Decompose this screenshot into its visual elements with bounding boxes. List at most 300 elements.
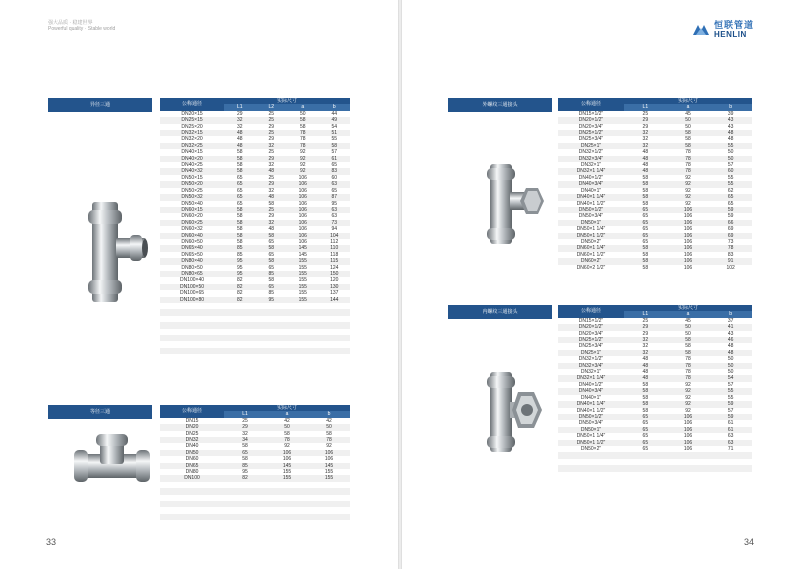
col-header-l1: L1 [624,311,667,317]
cell-nominal-size: DN25 [160,431,224,437]
cell-dimension: 58 [256,201,288,207]
cell-dimension: 155 [287,271,319,277]
cell-nominal-size: DN40×15 [160,149,224,155]
cell-dimension: 59 [709,213,752,219]
cell-dimension: 32 [256,162,288,168]
cell-dimension: 106 [667,252,710,258]
section-title-male-thread-tee: 外螺纹三通接头 [448,98,552,112]
page-number-left: 33 [46,537,57,547]
col-header-actual: 实际尺寸 [224,405,350,411]
cell-dimension: 63 [709,440,752,446]
cell-dimension: 106 [667,427,710,433]
cell-dimension: 54 [319,124,351,130]
cell-dimension: 32 [224,124,256,130]
cell-nominal-size: DN15 [160,418,224,424]
left-header [48,20,115,32]
cell-dimension: 58 [224,220,256,226]
male-thread-tee-table [558,98,752,271]
cell-dimension: 85 [224,463,266,469]
cell-nominal-size: DN25×3/4" [558,136,624,142]
cell-dimension: 58 [624,395,667,401]
cell-nominal-size: DN100×80 [160,297,224,303]
cell-dimension: 58 [667,337,710,343]
cell-nominal-size: DN25×15 [160,117,224,123]
cell-dimension: 58 [624,245,667,251]
cell-dimension: 39 [709,111,752,117]
cell-blank [709,472,752,478]
cell-nominal-size: DN50×3/4" [558,213,624,219]
cell-nominal-size: DN50×1 1/4" [558,433,624,439]
cell-dimension: 58 [624,194,667,200]
cell-dimension: 58 [224,156,256,162]
cell-dimension: 58 [319,143,351,149]
cell-dimension: 57 [709,162,752,168]
cell-dimension: 112 [319,239,351,245]
cell-dimension: 65 [224,188,256,194]
cell-dimension: 95 [224,271,256,277]
cell-dimension: 58 [667,350,710,356]
cell-dimension: 50 [709,149,752,155]
cell-dimension: 48 [624,149,667,155]
cell-dimension: 58 [624,252,667,258]
cell-dimension: 32 [624,143,667,149]
cell-dimension: 106 [308,450,350,456]
cell-nominal-size: DN100 [160,475,224,481]
cell-dimension: 65 [256,284,288,290]
cell-dimension: 106 [287,213,319,219]
cell-dimension: 106 [667,245,710,251]
cell-dimension: 48 [256,194,288,200]
cell-dimension: 106 [667,446,710,452]
cell-dimension: 50 [709,156,752,162]
cell-dimension: 155 [308,475,350,481]
cell-dimension: 92 [667,388,710,394]
cell-dimension: 55 [319,136,351,142]
male-thread-tee-photo [482,162,546,246]
cell-dimension: 25 [224,418,266,424]
cell-dimension: 106 [287,207,319,213]
cell-dimension: 92 [287,156,319,162]
cell-nominal-size: DN60 [160,456,224,462]
cell-dimension: 51 [319,130,351,136]
cell-dimension: 46 [709,337,752,343]
cell-dimension: 150 [319,271,351,277]
cell-dimension: 95 [224,258,256,264]
cell-dimension: 92 [266,443,308,449]
cell-dimension: 102 [709,265,752,271]
cell-dimension: 106 [266,450,308,456]
cell-dimension: 130 [319,284,351,290]
cell-dimension: 65 [624,213,667,219]
cell-dimension: 85 [256,290,288,296]
cell-dimension: 48 [709,350,752,356]
cell-nominal-size: DN40×1/2" [558,175,624,181]
cell-dimension: 85 [224,245,256,251]
equal-tee-table [160,405,350,527]
cell-dimension: 106 [667,226,710,232]
cell-nominal-size: DN40×1 1/4" [558,194,624,200]
cell-dimension: 65 [624,239,667,245]
cell-nominal-size: DN50×2" [558,239,624,245]
cell-nominal-size: DN50×25 [160,188,224,194]
cell-dimension: 29 [624,124,667,130]
cell-dimension: 85 [256,271,288,277]
cell-dimension: 78 [667,375,710,381]
cell-dimension: 29 [224,111,256,117]
cell-dimension: 37 [709,318,752,324]
left-header-line1: 强大品质 · 稳建世界 [48,20,93,26]
cell-nominal-size: DN50×1/2" [558,414,624,420]
cell-nominal-size: DN40×1 1/2" [558,201,624,207]
cell-dimension: 58 [624,408,667,414]
cell-blank [558,472,624,478]
cell-dimension: 78 [667,168,710,174]
cell-nominal-size: DN40×1/2" [558,382,624,388]
cell-nominal-size: DN60×25 [160,220,224,226]
cell-dimension: 58 [256,277,288,283]
cell-dimension: 32 [224,117,256,123]
cell-dimension: 25 [256,175,288,181]
cell-dimension: 32 [624,343,667,349]
col-header-b: b [319,104,351,110]
cell-dimension: 106 [667,433,710,439]
cell-dimension: 65 [624,420,667,426]
cell-nominal-size: DN50×3/4" [558,420,624,426]
cell-dimension: 43 [709,117,752,123]
col-header-l1: L1 [624,104,667,110]
cell-dimension: 92 [667,201,710,207]
cell-dimension: 42 [266,418,308,424]
cell-nominal-size: DN40×1 1/4" [558,401,624,407]
cell-nominal-size: DN25×1/2" [558,130,624,136]
cell-nominal-size: DN20×3/4" [558,331,624,337]
cell-dimension: 145 [308,463,350,469]
cell-dimension: 50 [667,124,710,130]
cell-dimension: 29 [624,324,667,330]
cell-dimension: 58 [224,168,256,174]
cell-dimension: 94 [319,226,351,232]
cell-nominal-size: DN60×32 [160,226,224,232]
cell-dimension: 58 [667,343,710,349]
cell-blank [624,472,667,478]
cell-dimension: 58 [624,265,667,271]
cell-dimension: 34 [224,437,266,443]
cell-dimension: 58 [224,233,256,239]
cell-dimension: 92 [287,168,319,174]
cell-nominal-size: DN60×15 [160,207,224,213]
cell-nominal-size: DN50 [160,450,224,456]
cell-dimension: 145 [287,245,319,251]
cell-dimension: 58 [224,149,256,155]
cell-dimension: 32 [624,350,667,356]
cell-dimension: 29 [256,213,288,219]
table-row-blank [558,472,752,478]
cell-nominal-size: DN40×3/4" [558,181,624,187]
cell-dimension: 32 [224,431,266,437]
cell-dimension: 106 [287,220,319,226]
cell-dimension: 92 [667,382,710,388]
cell-dimension: 57 [319,149,351,155]
cell-nominal-size: DN50×1 1/2" [558,440,624,446]
cell-dimension: 65 [224,175,256,181]
cell-dimension: 58 [256,233,288,239]
col-header-a: a [667,104,710,110]
cell-dimension: 29 [256,181,288,187]
cell-dimension: 78 [709,245,752,251]
col-header-actual: 实际尺寸 [224,98,350,104]
female-thread-tee-photo [482,370,546,454]
cell-dimension: 63 [319,207,351,213]
cell-dimension: 106 [667,213,710,219]
cell-nominal-size: DN25×1" [558,350,624,356]
cell-dimension: 41 [709,324,752,330]
col-header-a: a [287,104,319,110]
cell-dimension: 145 [266,463,308,469]
cell-dimension: 58 [624,201,667,207]
cell-dimension: 106 [667,239,710,245]
cell-dimension: 60 [319,175,351,181]
cell-dimension: 65 [319,188,351,194]
cell-nominal-size: DN32×25 [160,143,224,149]
cell-nominal-size: DN32 [160,437,224,443]
brand-name-cn: 恒联管道 [713,20,754,30]
cell-dimension: 78 [287,130,319,136]
cell-dimension: 65 [624,220,667,226]
cell-dimension: 32 [256,143,288,149]
cell-dimension: 48 [624,168,667,174]
cell-nominal-size: DN80×40 [160,258,224,264]
cell-dimension: 69 [709,233,752,239]
cell-nominal-size: DN50×1 1/4" [558,226,624,232]
cell-dimension: 25 [624,111,667,117]
cell-dimension: 118 [319,252,351,258]
cell-dimension: 58 [224,443,266,449]
cell-nominal-size: DN32×1/2" [558,149,624,155]
cell-dimension: 25 [256,130,288,136]
cell-nominal-size: DN65×50 [160,252,224,258]
cell-dimension: 155 [287,284,319,290]
cell-nominal-size: DN40×32 [160,168,224,174]
cell-dimension: 58 [624,382,667,388]
cell-dimension: 59 [709,207,752,213]
cell-dimension: 106 [667,258,710,264]
cell-dimension: 48 [624,369,667,375]
cell-blank [224,520,266,526]
cell-dimension: 78 [667,156,710,162]
cell-dimension: 58 [266,431,308,437]
cell-dimension: 92 [667,395,710,401]
cell-dimension: 73 [709,239,752,245]
cell-dimension: 25 [256,111,288,117]
cell-nominal-size: DN20×1/2" [558,117,624,123]
cell-dimension: 50 [308,424,350,430]
cell-nominal-size: DN65×40 [160,245,224,251]
cell-dimension: 106 [287,181,319,187]
cell-nominal-size: DN20×1/2" [558,324,624,330]
cell-nominal-size: DN40×1 1/2" [558,408,624,414]
cell-dimension: 63 [319,181,351,187]
brand-logo [692,21,754,39]
cell-dimension: 106 [287,226,319,232]
cell-dimension: 85 [224,252,256,258]
cell-dimension: 44 [319,111,351,117]
cell-dimension: 59 [709,401,752,407]
left-page [0,0,398,569]
cell-dimension: 29 [256,136,288,142]
cell-dimension: 65 [256,265,288,271]
cell-dimension: 58 [224,162,256,168]
cell-dimension: 82 [224,277,256,283]
cell-dimension: 58 [287,117,319,123]
cell-dimension: 48 [624,375,667,381]
cell-dimension: 78 [667,162,710,168]
cell-dimension: 83 [709,252,752,258]
cell-dimension: 32 [256,188,288,194]
cell-dimension: 71 [709,446,752,452]
cell-dimension: 58 [256,258,288,264]
cell-dimension: 65 [624,446,667,452]
cell-dimension: 65 [709,194,752,200]
cell-dimension: 92 [667,408,710,414]
cell-dimension: 65 [224,194,256,200]
cell-dimension: 50 [667,324,710,330]
cell-dimension: 45 [667,318,710,324]
col-header-nominal: 公称通径 [160,98,224,111]
cell-dimension: 155 [287,297,319,303]
cell-dimension: 83 [319,168,351,174]
cell-nominal-size: DN40×1" [558,395,624,401]
cell-dimension: 145 [287,252,319,258]
cell-nominal-size: DN32×20 [160,136,224,142]
cell-dimension: 58 [308,431,350,437]
section-title-equal-tee: 等径三通 [48,405,152,419]
section-title-female-thread-tee: 内螺纹三通接头 [448,305,552,319]
cell-nominal-size: DN65 [160,463,224,469]
cell-dimension: 48 [256,168,288,174]
cell-dimension: 50 [709,363,752,369]
cell-dimension: 55 [709,175,752,181]
cell-nominal-size: DN32×1 1/4" [558,375,624,381]
cell-dimension: 58 [624,401,667,407]
cell-dimension: 65 [624,207,667,213]
cell-dimension: 65 [624,414,667,420]
cell-dimension: 58 [224,239,256,245]
cell-dimension: 106 [287,175,319,181]
cell-dimension: 50 [667,117,710,123]
cell-dimension: 58 [624,258,667,264]
cell-dimension: 32 [256,220,288,226]
cell-nominal-size: DN25×1/2" [558,337,624,343]
cell-dimension: 137 [319,290,351,296]
col-header-nominal: 公称通径 [558,98,624,111]
cell-dimension: 32 [624,337,667,343]
cell-nominal-size: DN100×50 [160,284,224,290]
cell-blank [287,354,319,360]
cell-dimension: 48 [709,136,752,142]
cell-dimension: 55 [709,181,752,187]
cell-dimension: 48 [709,130,752,136]
cell-dimension: 58 [224,207,256,213]
cell-dimension: 65 [624,233,667,239]
cell-dimension: 69 [709,226,752,232]
cell-dimension: 49 [319,117,351,123]
cell-dimension: 106 [667,414,710,420]
cell-nominal-size: DN60×1 1/2" [558,252,624,258]
cell-dimension: 155 [287,265,319,271]
cell-dimension: 58 [224,456,266,462]
cell-dimension: 48 [224,136,256,142]
cell-dimension: 73 [319,220,351,226]
cell-dimension: 50 [667,331,710,337]
col-header-l2: L2 [256,104,288,110]
cell-dimension: 106 [287,239,319,245]
reducing-tee-photo [80,200,152,304]
col-header-l1: L1 [224,104,256,110]
cell-nominal-size: DN50×1 1/2" [558,233,624,239]
col-header-b: b [308,411,350,417]
cell-blank [160,520,224,526]
cell-nominal-size: DN15×1/2" [558,111,624,117]
cell-dimension: 61 [709,420,752,426]
page-number-right: 34 [743,537,754,547]
cell-dimension: 104 [319,233,351,239]
cell-dimension: 48 [624,156,667,162]
cell-dimension: 87 [319,194,351,200]
cell-nominal-size: DN50×20 [160,181,224,187]
reducing-tee-table [160,98,350,361]
cell-blank [160,354,224,360]
col-header-a: a [667,311,710,317]
cell-dimension: 25 [256,207,288,213]
cell-dimension: 155 [266,475,308,481]
cell-nominal-size: DN32×15 [160,130,224,136]
cell-dimension: 45 [667,111,710,117]
cell-nominal-size: DN60×20 [160,213,224,219]
cell-nominal-size: DN50×1" [558,220,624,226]
cell-dimension: 92 [667,188,710,194]
cell-dimension: 106 [287,194,319,200]
cell-dimension: 54 [709,375,752,381]
cell-dimension: 50 [709,356,752,362]
cell-dimension: 106 [667,220,710,226]
cell-dimension: 58 [256,245,288,251]
cell-dimension: 50 [287,111,319,117]
cell-nominal-size: DN100×40 [160,277,224,283]
cell-dimension: 55 [709,143,752,149]
cell-dimension: 78 [266,437,308,443]
cell-dimension: 92 [667,181,710,187]
cell-nominal-size: DN100×65 [160,290,224,296]
cell-dimension: 106 [287,201,319,207]
cell-dimension: 58 [667,143,710,149]
cell-dimension: 25 [256,117,288,123]
cell-dimension: 65 [256,239,288,245]
cell-dimension: 155 [308,469,350,475]
cell-nominal-size: DN60×1 1/4" [558,245,624,251]
cell-dimension: 63 [709,433,752,439]
cell-dimension: 155 [287,277,319,283]
cell-dimension: 95 [224,469,266,475]
cell-dimension: 124 [319,265,351,271]
cell-nominal-size: DN20×3/4" [558,124,624,130]
cell-blank [667,472,710,478]
cell-nominal-size: DN80×50 [160,265,224,271]
cell-dimension: 63 [319,213,351,219]
cell-blank [308,520,350,526]
cell-dimension: 92 [287,149,319,155]
female-thread-tee-table [558,305,752,478]
cell-dimension: 65 [224,201,256,207]
